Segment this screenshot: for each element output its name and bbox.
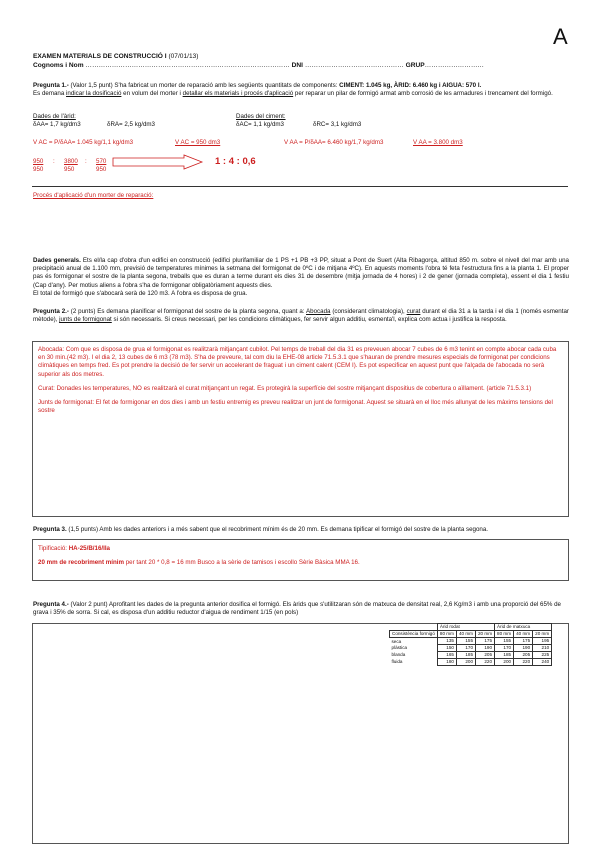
- table-size-header: 20 mm: [533, 631, 552, 638]
- arid-volume-calc: V AA = P/δAA= 6.460 kg/1,7 kg/dm3: [284, 139, 384, 146]
- student-info-line: [33, 62, 484, 71]
- group-label: GRUP: [405, 62, 425, 69]
- answer-curing: Curat: Donades les temperatures, NO es realitzarà el curat mitjançant un regat. Es protegirà la superfície del sostre mitjançant dispositius de cobertura o aïllament. (article 71.5.3.1): [38, 384, 532, 392]
- answer-joints: Junts de formigonat: El fet de formigonar en dos dies i amb un festiu entremig es preveu realitzar un junt de formigonat. Aquest se situarà en el lloc més allunyat de les màxims tensions del sostre: [38, 398, 553, 415]
- procedure-heading: Procés d'aplicació d'un morter de reparació:: [33, 192, 154, 199]
- table-row: plàstica 150 170 190 170 190 210: [390, 645, 552, 652]
- divider: [32, 186, 568, 187]
- water-content-table: [389, 623, 552, 666]
- question-3: Pregunta 3. (1,5 punts) Amb les dades anteriors i a més sabent que el recobriment mínim és de 20 mm. Es demana tipificar el formigó del sostre de la planta segona.: [33, 526, 489, 533]
- name-label: Cognoms i Nom: [33, 62, 84, 69]
- arid-apparent-density: δAA= 1,7 kg/dm3: [33, 121, 81, 128]
- group-crushed-arid: Àrid de matxuca: [495, 624, 552, 631]
- arid-real-density: δRA= 2,5 kg/dm3: [107, 121, 155, 128]
- table-row: fluida 180 200 220 200 220 240: [390, 659, 552, 666]
- ratio-fractions: 950 : 3800 : 570 950 950 950: [33, 158, 107, 173]
- answer-box-q2: [32, 341, 569, 517]
- table-size-header: 80 mm: [495, 631, 514, 638]
- dosage-ratio-result: 1 : 4 : 0,6: [215, 156, 256, 167]
- cement-real-density: δRC= 3,1 kg/dm3: [313, 121, 362, 128]
- dni-field[interactable]: ………………………………………: [304, 62, 404, 69]
- answer-typification: Tipificació: HA-25/B/16/IIa: [38, 545, 110, 552]
- answer-box-q3: [32, 539, 569, 581]
- table-row: blanda 165 185 205 185 205 225: [390, 652, 552, 659]
- name-field[interactable]: …………………………………………………………………………………: [85, 62, 290, 69]
- cement-volume-calc: V AC = P/δAA= 1.045 kg/1,1 kg/dm3: [33, 139, 134, 146]
- group-field[interactable]: ………………………: [424, 62, 485, 69]
- cement-volume-result: V AC = 950 dm3: [175, 139, 221, 146]
- question-2: Pregunta 2.- (2 punts) Es demana planificar el formigonat del sostre de la planta segona, quant a: Abocada (considerant climatologia), curat durant el dia 31 a la tarda i el dia 1 (només esmentar mètode), junts de formigonat si són necessaris. Si creus necessari, per les condicions climàtiques, fer servir algun additiu, esmenta'l, explica com actua i justifica la resposta.: [33, 308, 569, 324]
- table-size-header: 20 mm: [476, 631, 495, 638]
- table-col-header: Consistència formigó: [390, 631, 438, 638]
- exam-title: EXAMEN MATERIALS DE CONSTRUCCIÓ I (07/01/13): [33, 53, 199, 60]
- answer-coverage: 20 mm de recobriment mínim per tant 20 * 0,8 = 16 mm Busco a la sèrie de tamisos i escollo Sèrie Bàsica MMA 16.: [38, 559, 360, 566]
- table-size-header: 40 mm: [514, 631, 533, 638]
- general-data: Dades generals. Ets el/la cap d'obra d'un edifici en construcció (edifici plurifamiliar de 1 PS +1 PB +3 PP, situat a Pont de Suert (Alta Ribagorça, altitud 850 m. sobre el nivell del mar amb una precipitació anual de 1.100 mm, previsió de temperatures mínimes la setmana del formigonat de 0ºC i de mitjana 4ºC). En aquests moments l'obra té feta l'estructura fins a la planta 1. El proper pas és formigonar el sostre de la planta segona, treballs que es duran a terme durant els dies 31 de desembre (mitja jornada de 4 hores) i 2 de gener (jornada completa), essent el dia 1 festiu (Cap d'any). Per motius aliens a l'obra s'ha de formigonar obligatòriament aquests dies. El total de formigó que s'abocarà serà de 120 m3. A l'obra es disposa de grua.: [33, 257, 570, 297]
- question-1: Pregunta 1.- (Valor 1,5 punt) S'ha fabricat un morter de reparació amb les següents quantitats de components: CIMENT: 1.045 kg, ÀRID: 6.460 kg i AIGUA: 570 l. Es demana indicar la dosificació en volum del morter i detallar els materials i procés d'aplicació per reparar un pilar de formigó armat amb corrosió de les armadures i trencament del formigó.: [33, 82, 553, 98]
- arid-volume-result: V AA = 3.800 dm3: [413, 139, 463, 146]
- table-size-header: 40 mm: [456, 631, 475, 638]
- dni-label: DNI: [291, 62, 304, 69]
- cement-apparent-density: δAC= 1,1 kg/dm3: [236, 121, 284, 128]
- table-size-header: 80 mm: [437, 631, 456, 638]
- ratio-arrow-icon: [112, 154, 204, 170]
- table-row: seca 135 155 175 155 175 195: [390, 638, 552, 645]
- group-rounded-arid: Àrid rodat: [437, 624, 494, 631]
- arid-data-title: Dades de l'àrid:: [33, 113, 76, 120]
- answer-pouring: Abocada: Com que es disposa de grua el formigonat es realitzarà mitjançant cubilot. Pel temps de treball del dia 31 es preveuen abocar 7 cubes de 6 m3 tenint en compte abocar cada cuba en 30 min.(42 m3). I el dia 2, 13 cubes de 6 m3 (78 m3). S'ha de preveure, tal com diu la EHE-08 article 71.5.3.1 que s'hauran de prendre mesures especials de formigonat per condicions climàtiques en temps fred. Es pot prendre la decisió de fer servir un accelerant de fraguat i un ciment calent (CEM I). Es pot especificar en aquest punt que l'alçada de l'abocada no serà superior als dos metres.: [38, 346, 557, 378]
- answer-box-q4: [32, 623, 569, 844]
- exam-version-letter: A: [553, 24, 568, 49]
- cement-data-title: Dades del ciment:: [236, 113, 286, 120]
- question-4: Pregunta 4.- (Valor 2 punt) Aprofitant les dades de la pregunta anterior dosifica el formigó. Els àrids que s'utilitzaran són de matxuca de densitat real, 2,6 Kg/m3 i amb una proporció del 65% de grava i 35% de sorra. Si cal, es disposa d'un additiu reductor d'aigua de rendiment 1/15 (en pols): [33, 601, 561, 617]
